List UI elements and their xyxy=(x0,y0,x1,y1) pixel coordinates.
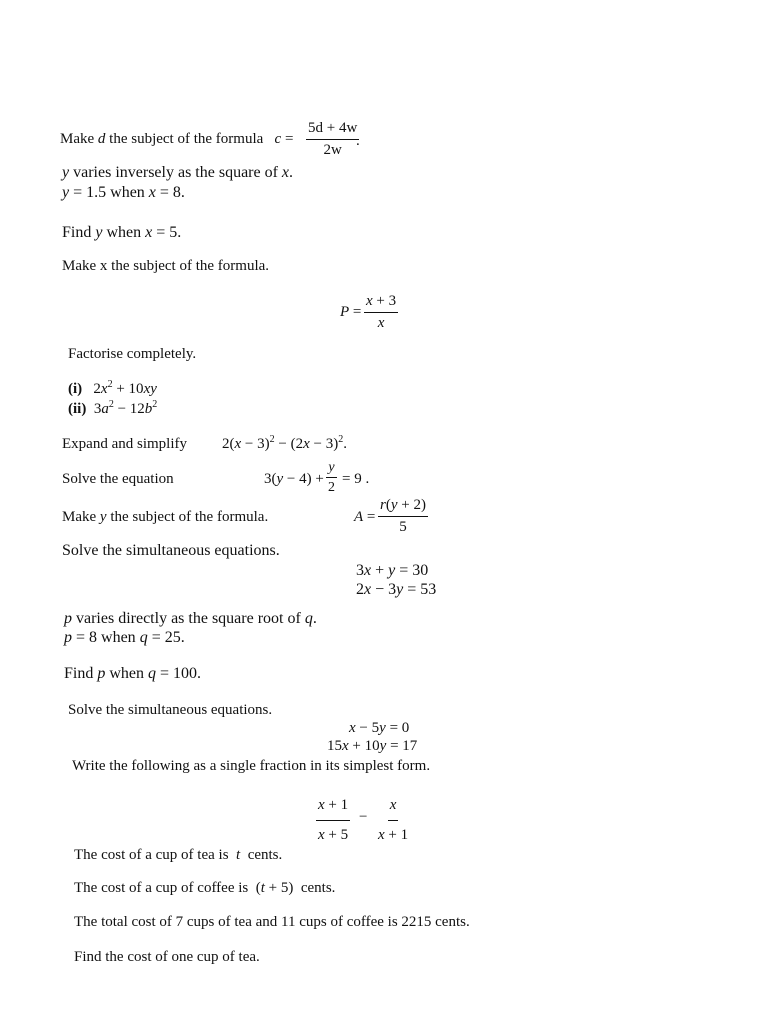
question-12-line-4: Find the cost of one cup of tea. xyxy=(74,949,260,965)
fraction-numerator: x + 1 xyxy=(316,797,350,821)
question-9-line-1: p varies directly as the square root of q. xyxy=(64,610,317,627)
question-6-lhs: 3(y − 4) + xyxy=(264,471,324,487)
fraction-denominator: 2 xyxy=(328,480,335,495)
question-3-fraction xyxy=(364,293,398,332)
fraction-denominator: 2w xyxy=(323,142,342,158)
question-2-line-2: y = 1.5 when x = 8. xyxy=(62,184,185,201)
fraction-denominator: x xyxy=(377,315,385,331)
question-3-lhs: P = xyxy=(340,304,362,320)
question-9-line-2: p = 8 when q = 25. xyxy=(64,629,185,646)
question-1-text: Make d the subject of the formula c = xyxy=(60,131,294,147)
question-6-rhs: = 9 . xyxy=(342,471,370,487)
question-4-text: Factorise completely. xyxy=(68,346,197,362)
fraction-denominator: x + 1 xyxy=(378,827,409,843)
question-11-minus: − xyxy=(359,809,368,825)
question-11-fraction-2 xyxy=(376,797,410,844)
question-5-expression: $2(x - 3)^2 - (2x - 3)^2$. xyxy=(222,434,347,452)
question-12-line-3: The total cost of 7 cups of tea and 11 cups of coffee is 2215 cents. xyxy=(74,914,470,930)
question-1-period: . xyxy=(356,133,360,149)
question-11-text: Write the following as a single fraction in its simplest form. xyxy=(72,758,431,774)
question-8-equation-2: 2x − 3y = 53 xyxy=(356,581,437,598)
fraction-numerator: r(y + 2) xyxy=(378,497,428,517)
question-1-fraction xyxy=(306,120,359,159)
fraction-denominator: x + 5 xyxy=(318,827,349,843)
fraction-numerator: y xyxy=(326,460,336,478)
fraction-denominator: 5 xyxy=(399,519,407,535)
question-12-line-2: The cost of a cup of coffee is (t + 5) cents. xyxy=(74,880,336,896)
question-2-line-3: Find y when x = 5. xyxy=(62,224,182,241)
question-12-line-1: The cost of a cup of tea is t cents. xyxy=(74,847,283,863)
question-5-text: Expand and simplify xyxy=(62,436,187,452)
question-11-fraction-1 xyxy=(316,797,350,844)
question-8-equation-1: 3x + y = 30 xyxy=(356,562,429,579)
question-10-equation-1: x − 5y = 0 xyxy=(349,720,410,736)
fraction-numerator: 5d + 4w xyxy=(306,120,359,140)
question-8-text: Solve the simultaneous equations. xyxy=(62,542,280,559)
question-10-text: Solve the simultaneous equations. xyxy=(68,702,273,718)
fraction-numerator: x xyxy=(388,797,399,821)
question-3-text: Make x the subject of the formula. xyxy=(62,258,270,274)
question-4-part-i: (i) $2x^2 + 10xy$ xyxy=(68,379,157,397)
question-6-text: Solve the equation xyxy=(62,471,174,487)
question-7-text: Make y the subject of the formula. xyxy=(62,509,269,525)
question-6-fraction xyxy=(326,460,337,495)
fraction-numerator: x + 3 xyxy=(364,293,398,313)
question-7-fraction xyxy=(378,497,428,536)
question-2-line-1: y varies inversely as the square of x. xyxy=(62,164,294,181)
question-4-part-ii: (ii) $3a^2 - 12b^2$ xyxy=(68,399,158,417)
question-10-equation-2: 15x + 10y = 17 xyxy=(327,738,418,754)
question-9-line-3: Find p when q = 100. xyxy=(64,665,202,682)
question-7-lhs: A = xyxy=(354,509,376,525)
